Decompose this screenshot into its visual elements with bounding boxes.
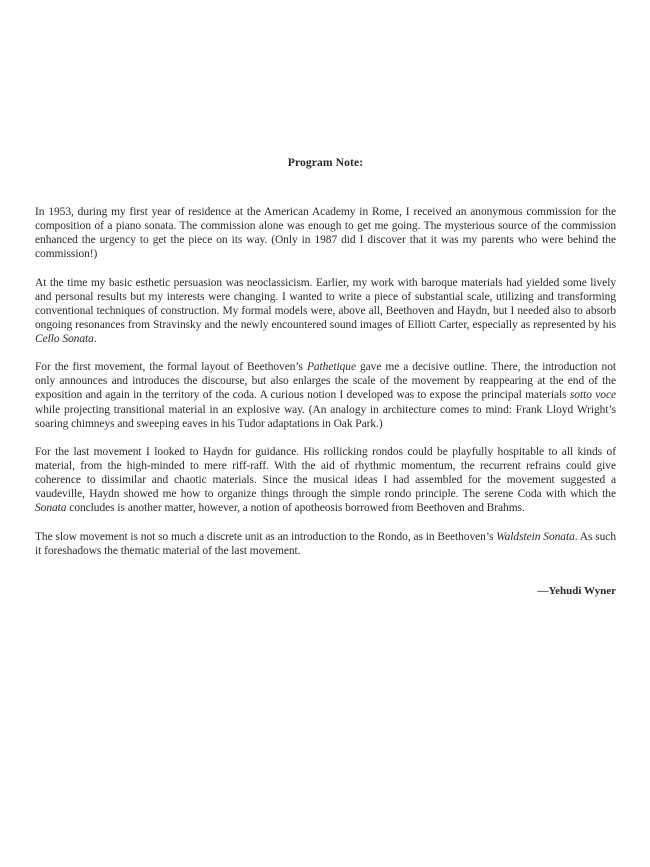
text-run: while projecting transitional material in an explosive way. (An analogy in architecture comes to mind: Frank Lloyd Wright’s soaring chimneys and sweeping eaves in his Tudor adaptations in Oak Park.): [35, 403, 616, 430]
text-run: The slow movement is not so much a discrete unit as an introduction to the Rondo, as in Beethoven’s: [35, 530, 497, 543]
italic-title-sonata: Sonata: [35, 502, 67, 515]
paragraph-5: [35, 530, 616, 558]
text-run: For the first movement, the formal layout of Beethoven’s: [35, 361, 307, 374]
paragraph-3: [35, 360, 616, 430]
italic-title-waldstein-sonata: Waldstein Sonata: [496, 530, 575, 543]
body-text: [35, 205, 616, 558]
paragraph-2: [35, 276, 616, 346]
italic-title-pathetique: Pathetique: [306, 361, 356, 374]
text-run: .: [93, 332, 97, 345]
text-run: In 1953, during my first year of residence at the American Academy in Rome, I received an anonymous commission for the composition of a piano sonata. The commission alone was enough to get me going. The mysterious source of the commission enhanced the urgency to get the piece on its way. (Only in 1987 did I discover that it was my parents who were behind the commission!): [35, 206, 616, 261]
paragraph-4: [35, 445, 616, 515]
text-run: At the time my basic esthetic persuasion was neoclassicism. Earlier, my work with baroque materials had yielded some lively and personal results but my interests were changing. I wanted to write a piece of substantial scale, utilizing and transforming conventional techniques of construction. My formal models were, above all, Beethoven and Haydn, but I needed also to absorb ongoing resonances from Stravinsky and the newly encountered sound images of Elliott Carter, especially as represented by his: [35, 276, 616, 331]
italic-term-sotto-voce: sotto voce: [569, 389, 616, 402]
page-title: Program Note:: [287, 156, 364, 169]
paragraph-1: [35, 205, 616, 261]
text-run: . As such it foreshadows the thematic material of the last movement.: [35, 530, 616, 557]
text-run: gave me a decisive outline. There, the introduction not only announces and introduces the discourse, but also enlarges the scale of the movement by reappearing at the end of the exposition and again in the territory of the coda. A curious notion I developed was to expose the principal materials: [35, 361, 616, 402]
author-signature: —Yehudi Wyner: [537, 585, 616, 597]
text-run: For the last movement I looked to Haydn for guidance. His rollicking rondos could be playfully hospitable to all kinds of material, from the high-minded to mere riff-raff. With the aid of rhythmic momentum, the recurrent refrains could give coherence to dissimilar and chaotic materials. Since the musical ideas I had assembled for the movement suggested a vaudeville, Haydn showed me how to organize things through the simple rondo principle. The serene Coda with which the: [35, 445, 616, 501]
italic-title-cello-sonata: Cello Sonata: [35, 332, 94, 345]
text-run: concludes is another matter, however, a notion of apotheosis borrowed from Beethoven and Brahms.: [66, 502, 525, 515]
